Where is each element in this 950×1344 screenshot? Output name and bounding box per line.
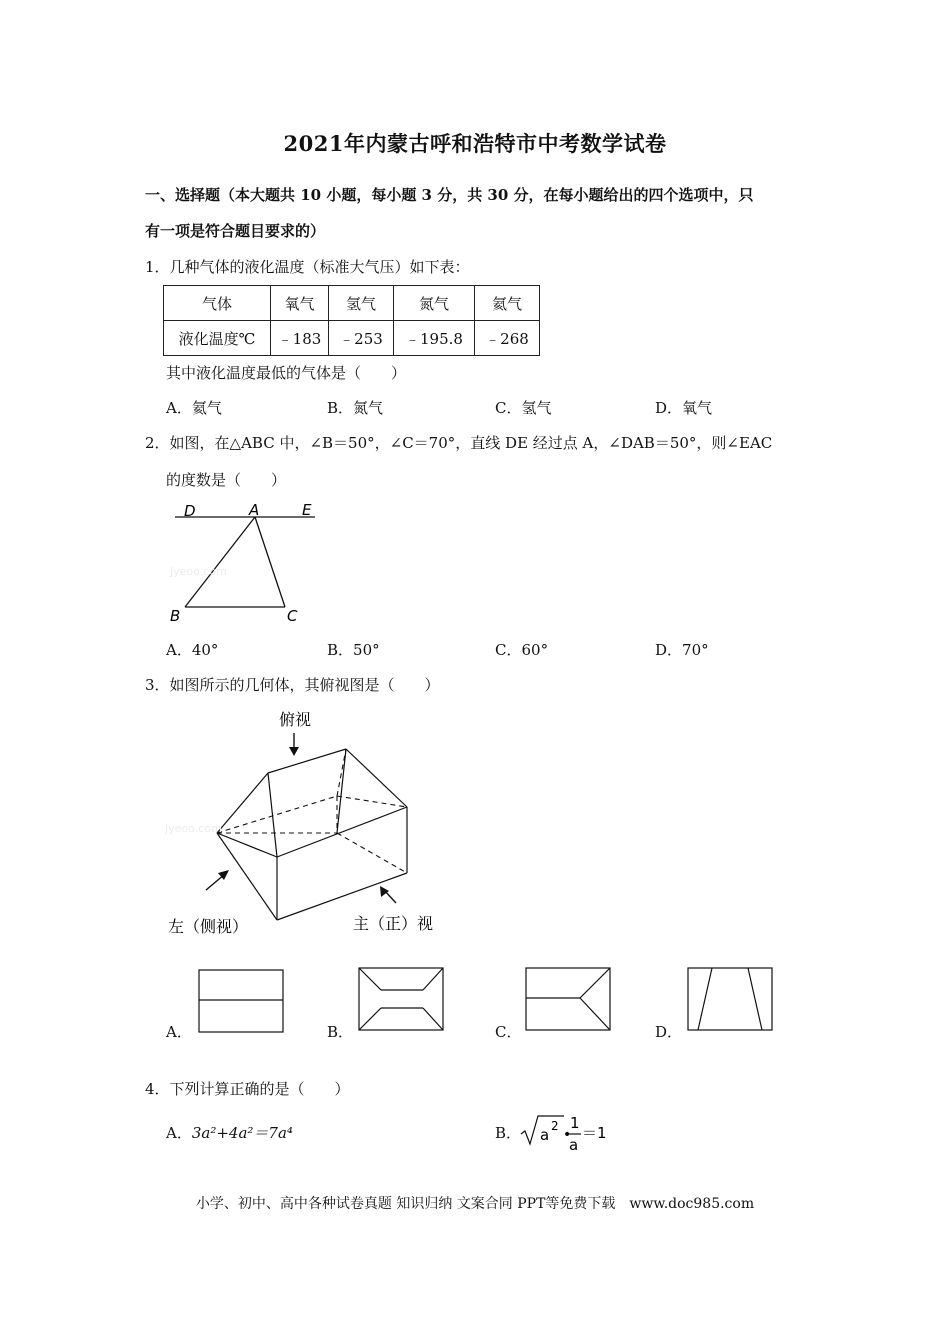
- option-c-figure: [524, 966, 614, 1032]
- q3-option-a: A．: [166, 1023, 192, 1041]
- arrow-down-icon: [289, 747, 299, 756]
- exponent: 2: [551, 1119, 559, 1133]
- table-cell: ﹣268: [475, 321, 540, 356]
- gas-table: [163, 285, 540, 356]
- table-cell: 氢气: [329, 286, 394, 321]
- top-view-label: 俯视: [279, 710, 312, 729]
- q3-option-b: B．: [327, 1023, 354, 1041]
- q1-question: 其中液化温度最低的气体是（ ）: [166, 364, 407, 382]
- option-b-figure: [357, 966, 447, 1032]
- q2-option-d: D．70°: [655, 641, 709, 659]
- q1-option-d: D．氧气: [655, 399, 713, 417]
- label-d: D: [184, 502, 196, 520]
- arrow-front-view-icon: [380, 886, 389, 897]
- label-b: B: [170, 607, 181, 625]
- q4-stem: 4．下列计算正确的是（ ）: [145, 1080, 350, 1098]
- watermark: Jyeoo.com: [170, 565, 227, 578]
- equals-one: ＝1: [582, 1124, 607, 1142]
- table-cell: ﹣195.8: [394, 321, 475, 356]
- table-cell: 氦气: [475, 286, 540, 321]
- triangle-figure: [160, 495, 330, 630]
- option-prefix: B．: [495, 1124, 522, 1142]
- label-c: C: [287, 607, 298, 625]
- q2-stem-line1: 2．如图，在△ABC 中，∠B＝50°，∠C＝70°，直线 DE 经过点 A，∠DAB＝50°，则∠EAC: [145, 434, 773, 452]
- multiply-dot: •: [563, 1127, 572, 1143]
- watermark: Jyeoo.com: [165, 822, 222, 835]
- q3-option-c: C．: [495, 1023, 522, 1041]
- left-view-label: 左（侧视）: [168, 917, 249, 936]
- q1-option-b: B．氮气: [327, 399, 384, 417]
- label-e: E: [302, 501, 312, 519]
- q1-option-c: C．氢气: [495, 399, 552, 417]
- table-row: [164, 321, 540, 356]
- section-heading-line2: 有一项是符合题目要求的）: [145, 222, 326, 240]
- q2-option-c: C．60°: [495, 641, 549, 659]
- solid-figure: [160, 700, 460, 945]
- table-cell: 气体: [164, 286, 271, 321]
- q2-option-b: B．50°: [327, 641, 380, 659]
- table-cell: 液化温度℃: [164, 321, 271, 356]
- section-heading-line1: 一、选择题（本大题共 10 小题，每小题 3 分，共 30 分，在每小题给出的四个选项中，只: [145, 186, 754, 204]
- table-row: [164, 286, 540, 321]
- q3-stem: 3．如图所示的几何体，其俯视图是（ ）: [145, 676, 440, 694]
- q1-stem: 1．几种气体的液化温度（标准大气压）如下表：: [145, 258, 470, 276]
- q4-option-a: [166, 1122, 293, 1143]
- fraction-denominator: a: [569, 1136, 579, 1154]
- footer-text: 小学、初中、高中各种试卷真题 知识归纳 文案合同 PPT等免费下载 www.doc985.com: [195, 1196, 755, 1212]
- q2-option-a: A．40°: [166, 641, 219, 659]
- expression: 3a²+4a²＝7a⁴: [191, 1124, 293, 1142]
- q1-option-a: A．氦气: [166, 399, 222, 417]
- table-cell: 氮气: [394, 286, 475, 321]
- fraction-numerator: 1: [570, 1114, 580, 1132]
- sqrt-expression: [518, 1110, 618, 1156]
- option-a-figure: [197, 968, 287, 1034]
- table-cell: ﹣183: [271, 321, 329, 356]
- table-cell: 氧气: [271, 286, 329, 321]
- page-title: 2021年内蒙古呼和浩特市中考数学试卷: [283, 131, 667, 156]
- q3-option-d: D．: [655, 1023, 683, 1041]
- option-d-figure: [686, 966, 776, 1032]
- label-a: A: [249, 501, 260, 519]
- q2-stem-line2: 的度数是（ ）: [166, 471, 287, 489]
- table-cell: ﹣253: [329, 321, 394, 356]
- option-prefix: A．: [166, 1124, 192, 1142]
- front-view-label: 主（正）视: [353, 914, 434, 933]
- radicand: a: [540, 1126, 550, 1144]
